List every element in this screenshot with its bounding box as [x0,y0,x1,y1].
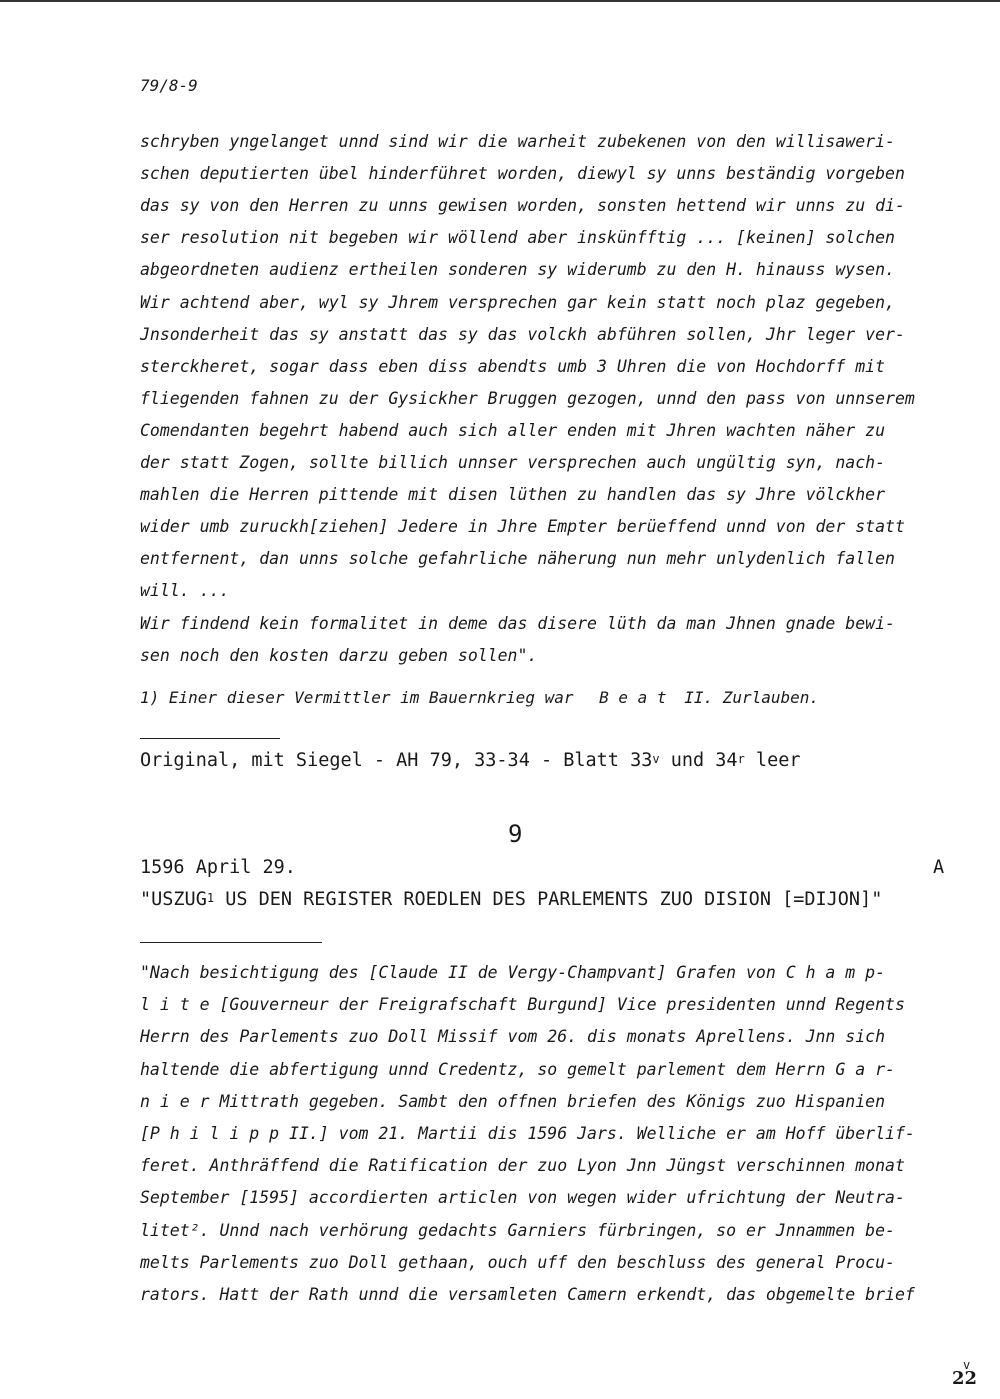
source-note [140,750,801,771]
section2-text-line: n i e r Mittrath gegeben. Sambt den offnen briefen des Königs zuo Hispanien [140,1091,886,1111]
section1-text-line: wider umb zuruckh[ziehen] Jedere in Jhre Empter berüeffend unnd von der statt [140,517,905,537]
footnote-separator [140,738,280,739]
entry-letter: A [933,857,945,878]
section1-text-line: schen deputierten übel hinderführet worden, diewyl sy unns beständig vorgeben [140,164,905,184]
section1-text-line: abgeordneten audienz ertheilen sonderen sy widerumb zu den H. hinauss wysen. [140,260,895,280]
page-mark: v [963,1358,971,1372]
entry-title [140,889,882,910]
entry-date: 1596 April 29. [140,857,296,878]
section2-text-line: feret. Anthräffend die Ratification der zuo Lyon Jnn Jüngst verschinnen monat [140,1156,905,1176]
section2-text-line: litet². Unnd nach verhörung gedachts Garniers fürbringen, so er Jnnammen be- [140,1220,895,1240]
section2-text-line: melts Parlements zuo Doll gethaan, ouch uff den beschluss des general Procu- [140,1252,895,1272]
section1-text-line: schryben yngelanget unnd sind wir die warheit zubekenen von den willisaweri- [140,132,895,151]
section2-text-line: l i t e [Gouverneur der Freigrafschaft Burgund] Vice presidenten unnd Regents [140,995,905,1015]
source-text-a: Original, mit Siegel - AH 79, 33-34 - Blatt 33 [140,750,653,771]
section1-text-line: Jnsonderheit das sy anstatt das sy das volckh abführen sollen, Jhr leger ver- [140,324,905,344]
section1-text-line: Wir achtend aber, wyl sy Jhrem versprechen gar kein statt noch plaz gegeben, [140,292,895,312]
section1-text-line: das sy von den Herren zu unns gewisen worden, sonsten hettend wir unns zu di- [140,196,905,216]
section1-text-line: sterckheret, sogar dass eben diss abendts umb 3 Uhren die von Hochdorff mit [140,356,886,376]
footnote-rest: II. Zurlauben. [684,688,820,707]
footnote [140,688,819,707]
section1-text-line: fliegenden fahnen zu der Gysickher Bruggen gezogen, unnd den pass von unnserem [140,388,915,408]
section1-text-line: Comendanten begehrt habend auch sich aller enden mit Jhren wachten näher zu [140,420,886,440]
section2-text-line: September [1595] accordierten articlen von wegen wider ufrichtung der Neutra- [140,1188,905,1208]
section2-text-line: [P h i l i p p II.] vom 21. Martii dis 1596 Jars. Welliche er am Hoff überlif- [140,1124,915,1143]
footnote-name: B e a t [599,688,667,707]
title-text-b: US DEN REGISTER ROEDLEN DES PARLEMENTS ZUO DISION [=DIJON]" [214,889,883,910]
source-sup-v: v [652,752,660,766]
page-top-edge [0,0,1000,2]
source-text-c: leer [744,750,801,771]
entry-number: 9 [508,820,523,848]
title-separator [140,942,322,943]
section1-text-line: entfernent, dan unns solche gefahrliche näherung nun mehr unlydenlich fallen [140,549,895,569]
section2-text-line: haltende die abfertigung unnd Credentz, so gemelt parlement dem Herrn G a r- [140,1059,895,1079]
source-text-b: und 34 [659,750,738,771]
section2-text-line: "Nach besichtigung des [Claude II de Vergy-Champvant] Grafen von C h a m p- [140,963,886,982]
footnote-text: 1) Einer dieser Vermittler im Bauernkrieg war [140,688,574,707]
source-sup-r: r [737,752,745,766]
title-text-a: "USZUG [140,889,207,910]
title-sup: 1 [206,891,215,905]
section1-text-line: sen noch den kosten darzu geben sollen". [140,645,538,665]
section1-text-line: mahlen die Herren pittende mit disen lüthen zu handlen das sy Jhre völckher [140,485,886,505]
section1-text-line: Wir findend kein formalitet in deme das disere lüth da man Jhnen gnade bewi- [140,613,895,633]
page-reference: 79/8-9 [140,76,198,95]
section2-text-line: rators. Hatt der Rath unnd die versamleten Camern erkendt, das obgemelte brief [140,1285,915,1304]
section1-text-line: der statt Zogen, sollte billich unnser versprechen auch ungültig syn, nach- [140,453,886,472]
section1-text-line: will. ... [140,581,230,601]
page-number: 22 [952,1368,978,1389]
section1-text-line: ser resolution nit begeben wir wöllend aber inskünfftig ... [keinen] solchen [140,228,895,248]
section2-text-line: Herrn des Parlements zuo Doll Missif vom 26. dis monats Aprellens. Jnn sich [140,1027,886,1047]
